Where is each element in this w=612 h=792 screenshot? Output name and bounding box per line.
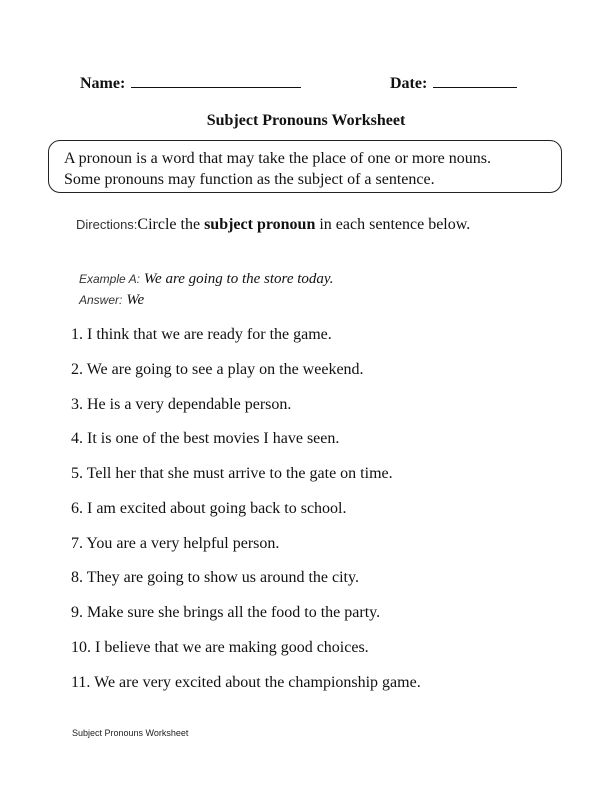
example-line [79, 270, 334, 288]
question-7: 7. You are a very helpful person. [71, 535, 280, 552]
question-5: 5. Tell her that she must arrive to the gate on time. [71, 465, 393, 482]
directions-text-after: in each sentence below. [315, 216, 471, 233]
question-10: 10. I believe that we are making good choices. [71, 639, 369, 656]
question-1: 1. I think that we are ready for the game. [71, 326, 332, 343]
name-field[interactable] [80, 72, 301, 93]
intro-line-2: Some pronouns may function as the subject of a sentence. [64, 171, 435, 188]
directions [76, 214, 506, 235]
worksheet-title: Subject Pronouns Worksheet [206, 112, 406, 129]
date-field[interactable] [390, 72, 517, 93]
question-9: 9. Make sure she brings all the food to the party. [71, 604, 381, 621]
name-label: Name: [80, 75, 126, 92]
answer-line [79, 291, 144, 309]
question-8: 8. They are going to show us around the city. [71, 569, 359, 586]
question-6: 6. I am excited about going back to school. [71, 500, 347, 517]
intro-box [48, 140, 562, 193]
date-label: Date: [390, 75, 428, 92]
name-blank[interactable] [131, 72, 301, 88]
footer-text: Subject Pronouns Worksheet [72, 728, 189, 738]
directions-text-before: Circle the [137, 216, 205, 233]
question-4: 4. It is one of the best movies I have seen. [71, 430, 340, 447]
answer-label: Answer: [79, 293, 123, 307]
example-sentence: We are going to the store today. [143, 271, 334, 287]
intro-line-1: A pronoun is a word that may take the place of one or more nouns. [64, 150, 491, 167]
question-3: 3. He is a very dependable person. [71, 396, 292, 413]
question-11: 11. We are very excited about the championship game. [71, 674, 421, 691]
answer-value: We [126, 292, 145, 308]
directions-bold: subject pronoun [204, 216, 316, 233]
date-blank[interactable] [433, 72, 517, 88]
question-2: 2. We are going to see a play on the weekend. [71, 361, 364, 378]
directions-label: Directions: [76, 217, 138, 232]
example-label: Example A: [79, 272, 140, 286]
